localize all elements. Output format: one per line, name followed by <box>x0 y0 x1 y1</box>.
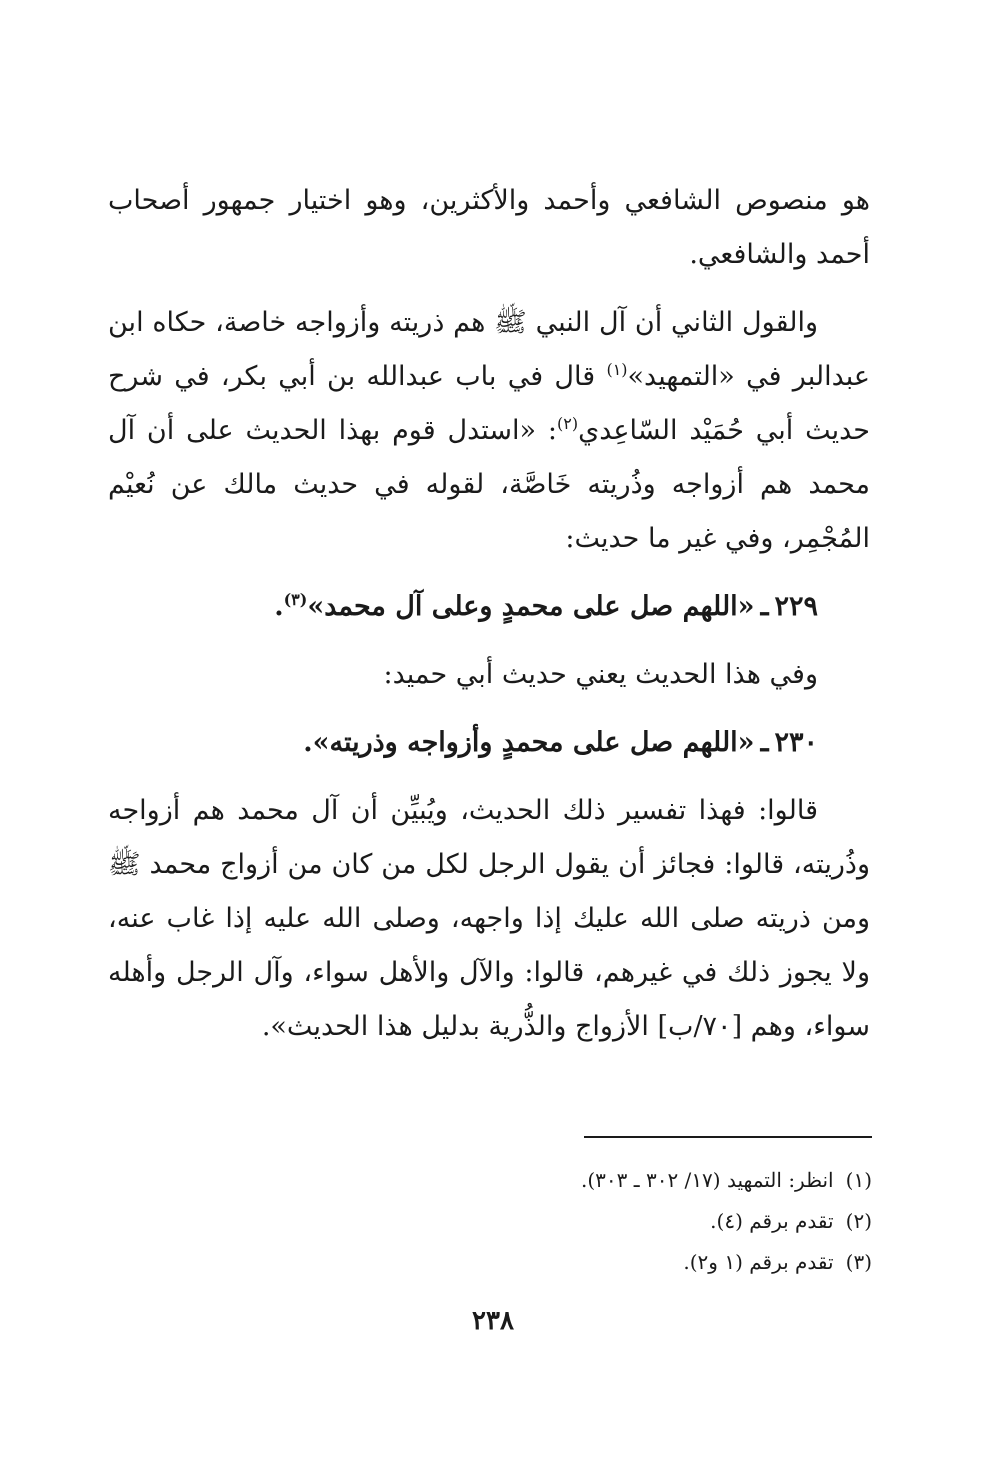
footnote-ref-3: (٣) <box>283 590 308 609</box>
hadith-230 <box>108 716 870 770</box>
paragraph-2-part-b: قال في باب عبدالله بن أبي بكر، في شرح حديث أبي حُمَيْد السّاعِدي <box>108 361 870 446</box>
footnote-divider <box>584 1136 872 1138</box>
main-text <box>108 174 870 1054</box>
footnote-text: تقدم برقم (١ و٢). <box>683 1250 834 1274</box>
page-number: ٢٣٨ <box>472 1306 514 1336</box>
hadith-dash: ـ <box>760 727 769 758</box>
footnote-number: (٣) <box>845 1250 872 1274</box>
paragraph-2 <box>108 296 870 566</box>
footnote-number: (٢) <box>845 1209 872 1233</box>
hadith-229 <box>108 580 870 634</box>
footnote-ref-2: (٢) <box>556 414 579 433</box>
hadith-number-229: ٢٢٩ <box>774 591 818 622</box>
hadith-230-text: «اللهم صل على محمدٍ وأزواجه وذريته». <box>303 727 755 758</box>
hadith-dash: ـ <box>760 591 769 622</box>
paragraph-2-part-c: : «استدل قوم بهذا الحديث على أن آل محمد هم أزواجه وذُريته خَاصَّة، لقوله في حديث مالك عن نُعيْم المُجْمِر، وفي غير ما حديث: <box>108 415 870 554</box>
paragraph-3: وفي هذا الحديث يعني حديث أبي حميد: <box>383 659 818 690</box>
paragraph-2-part-a: والقول الثاني أن آل النبي ﷺ هم ذريته وأزواجه خاصة، حكاه ابن عبدالبر في «التمهيد» <box>108 307 870 392</box>
footnote-2 <box>300 1201 872 1242</box>
footnote-text: انظر: التمهيد (١٧/ ٣٠٢ ـ ٣٠٣). <box>580 1168 834 1192</box>
footnote-text: تقدم برقم (٤). <box>710 1209 834 1233</box>
paragraph-1: هو منصوص الشافعي وأحمد والأكثرين، وهو اختيار جمهور أصحاب أحمد والشافعي. <box>108 185 870 270</box>
footnotes <box>300 1160 872 1283</box>
footnote-1 <box>300 1160 872 1201</box>
hadith-229-end: . <box>274 591 284 622</box>
paragraph-4: قالوا: فهذا تفسير ذلك الحديث، ويُبيِّن أن آل محمد هم أزواجه وذُريته، قالوا: فجائز أن يقول الرجل لكل من كان من أزواج محمد ﷺ ومن ذريته صلى الله عليك إذا واجهه، وصلى الله عليه إذا غاب عنه، ولا يجوز ذلك في غيرهم، قالوا: والآل والأهل سواء، وآل الرجل وأهله سواء، وهم [٧٠/ب] الأزواج والذُّرية بدليل هذا الحديث». <box>108 795 870 1042</box>
hadith-229-text: «اللهم صل على محمدٍ وعلى آل محمد» <box>307 591 755 622</box>
footnote-number: (١) <box>845 1168 872 1192</box>
footnote-ref-1: (١) <box>606 360 628 379</box>
hadith-number-230: ٢٣٠ <box>774 727 818 758</box>
footnote-3 <box>300 1242 872 1283</box>
